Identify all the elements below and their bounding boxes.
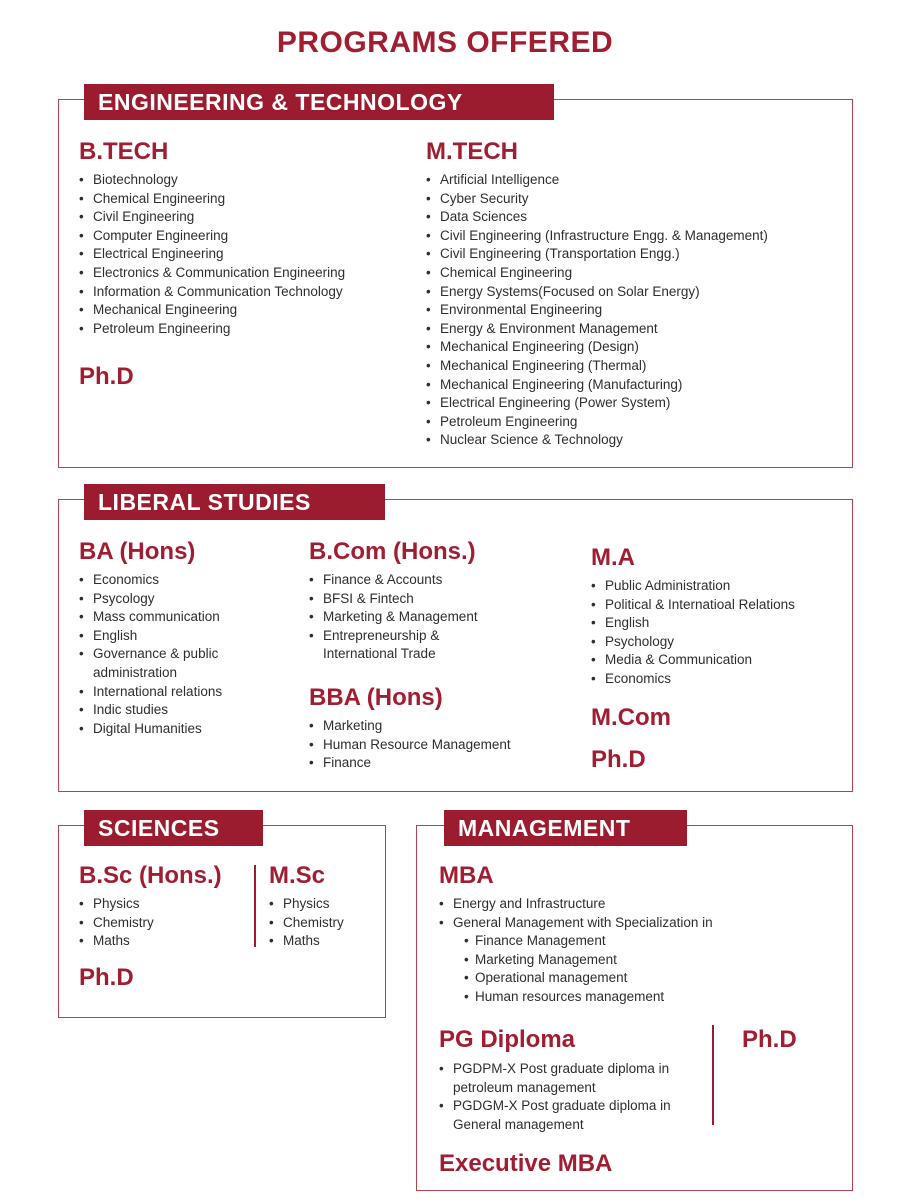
mtech-list bbox=[426, 171, 846, 450]
list-item: • Governance & public administration bbox=[79, 645, 274, 682]
list-item: • Cyber Security bbox=[426, 190, 846, 209]
list-item: • Mass communication bbox=[79, 608, 274, 627]
list-item: • Marketing Management bbox=[464, 951, 764, 970]
list-item: • Petroleum Engineering bbox=[79, 320, 409, 339]
list-item: • Nuclear Science & Technology bbox=[426, 431, 846, 450]
list-item: • Civil Engineering bbox=[79, 208, 409, 227]
mcom-title: M.Com bbox=[591, 704, 671, 731]
list-item: • English bbox=[79, 627, 274, 646]
management-phd: Ph.D bbox=[742, 1026, 797, 1053]
list-item: • Electronics & Communication Engineering bbox=[79, 264, 409, 283]
list-item: • International relations bbox=[79, 683, 274, 702]
list-item: • Physics bbox=[269, 895, 379, 914]
mtech-title: M.TECH bbox=[426, 138, 518, 165]
list-item: • Finance Management bbox=[464, 932, 764, 951]
sciences-divider bbox=[254, 865, 256, 947]
executive-mba-title: Executive MBA bbox=[439, 1150, 613, 1177]
ba-list bbox=[79, 571, 274, 738]
list-item: • Physics bbox=[79, 895, 239, 914]
list-item: • Computer Engineering bbox=[79, 227, 409, 246]
btech-title: B.TECH bbox=[79, 138, 169, 165]
list-item: • Energy Systems(Focused on Solar Energy) bbox=[426, 283, 846, 302]
mba-title: MBA bbox=[439, 862, 494, 889]
list-item: • Digital Humanities bbox=[79, 720, 274, 739]
list-item: • Mechanical Engineering (Design) bbox=[426, 338, 846, 357]
list-item: • Media & Communication bbox=[591, 651, 846, 670]
list-item: • Civil Engineering (Transportation Engg.) bbox=[426, 245, 846, 264]
ma-title: M.A bbox=[591, 544, 635, 571]
bcom-list bbox=[309, 571, 509, 664]
list-item: • BFSI & Fintech bbox=[309, 590, 509, 609]
list-item: • Economics bbox=[79, 571, 274, 590]
list-item: • Finance bbox=[309, 754, 579, 773]
bsc-title: B.Sc (Hons.) bbox=[79, 862, 222, 889]
page-title: PROGRAMS OFFERED bbox=[276, 26, 614, 59]
list-item: • Electrical Engineering bbox=[79, 245, 409, 264]
list-item: • Marketing bbox=[309, 717, 579, 736]
bcom-title: B.Com (Hons.) bbox=[309, 538, 476, 565]
list-item: • Mechanical Engineering bbox=[79, 301, 409, 320]
list-item: • PGDPM-X Post graduate diploma in petroleum management bbox=[439, 1060, 689, 1097]
engineering-heading: ENGINEERING & TECHNOLOGY bbox=[84, 84, 554, 120]
list-item: • Human resources management bbox=[464, 988, 764, 1007]
list-item: • English bbox=[591, 614, 846, 633]
list-item: • Civil Engineering (Infrastructure Engg. & Management) bbox=[426, 227, 846, 246]
ba-title: BA (Hons) bbox=[79, 538, 196, 565]
bba-list bbox=[309, 717, 579, 773]
list-item: • Chemical Engineering bbox=[79, 190, 409, 209]
list-item: • Mechanical Engineering (Manufacturing) bbox=[426, 376, 846, 395]
msc-list bbox=[269, 895, 379, 951]
list-item: • Petroleum Engineering bbox=[426, 413, 846, 432]
management-divider bbox=[712, 1025, 714, 1125]
list-item: • Public Administration bbox=[591, 577, 846, 596]
sciences-heading: SCIENCES bbox=[84, 810, 263, 846]
list-item: • General Management with Specialization in bbox=[439, 914, 844, 933]
list-item: • Psychology bbox=[591, 633, 846, 652]
list-item: • Maths bbox=[79, 932, 239, 951]
list-item: • Information & Communication Technology bbox=[79, 283, 409, 302]
list-item: • Chemistry bbox=[269, 914, 379, 933]
engineering-phd: Ph.D bbox=[79, 363, 134, 390]
list-item: • PGDGM-X Post graduate diploma in General management bbox=[439, 1097, 689, 1134]
mba-list bbox=[439, 895, 844, 932]
list-item: • Energy & Environment Management bbox=[426, 320, 846, 339]
bsc-list bbox=[79, 895, 239, 951]
list-item: • Artificial Intelligence bbox=[426, 171, 846, 190]
management-heading: MANAGEMENT bbox=[444, 810, 687, 846]
list-item: • Energy and Infrastructure bbox=[439, 895, 844, 914]
list-item: • Indic studies bbox=[79, 701, 274, 720]
liberal-studies-heading: LIBERAL STUDIES bbox=[84, 484, 385, 520]
list-item: • Mechanical Engineering (Thermal) bbox=[426, 357, 846, 376]
btech-list bbox=[79, 171, 409, 338]
list-item: • Electrical Engineering (Power System) bbox=[426, 394, 846, 413]
bba-title: BBA (Hons) bbox=[309, 684, 443, 711]
liberal-phd: Ph.D bbox=[591, 746, 646, 773]
list-item: • Chemistry bbox=[79, 914, 239, 933]
list-item: • Data Sciences bbox=[426, 208, 846, 227]
list-item: • Human Resource Management bbox=[309, 736, 579, 755]
list-item: • Finance & Accounts bbox=[309, 571, 509, 590]
list-item: • Marketing & Management bbox=[309, 608, 509, 627]
list-item: • Operational management bbox=[464, 969, 764, 988]
list-item: • Biotechnology bbox=[79, 171, 409, 190]
list-item: • Maths bbox=[269, 932, 379, 951]
msc-title: M.Sc bbox=[269, 862, 326, 889]
sciences-phd: Ph.D bbox=[79, 964, 134, 991]
list-item: • Environmental Engineering bbox=[426, 301, 846, 320]
list-item: • Psycology bbox=[79, 590, 274, 609]
pg-diploma-title: PG Diploma bbox=[439, 1026, 576, 1053]
ma-list bbox=[591, 577, 846, 689]
list-item: • Economics bbox=[591, 670, 846, 689]
pg-diploma-list bbox=[439, 1060, 689, 1134]
list-item: • Political & Internatioal Relations bbox=[591, 596, 846, 615]
list-item: • Chemical Engineering bbox=[426, 264, 846, 283]
list-item: • Entrepreneurship & International Trade bbox=[309, 627, 509, 664]
mba-specialization-list bbox=[464, 932, 764, 1006]
